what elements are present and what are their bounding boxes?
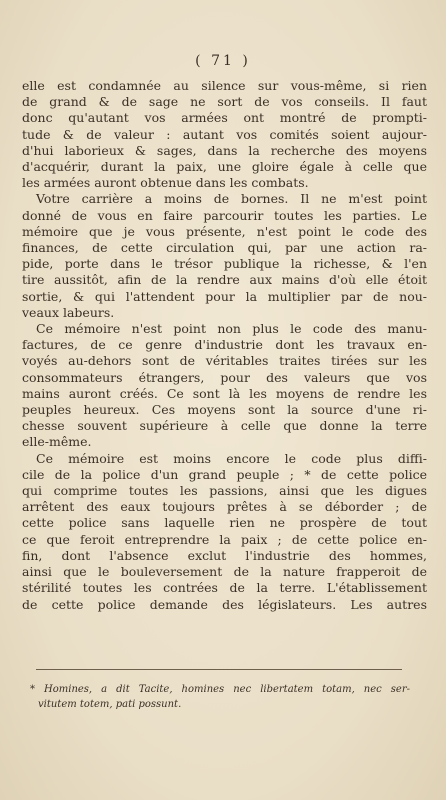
text-line: ainsi que le bouleversement de la nature frapperoit de	[22, 564, 427, 580]
text-line: mains auront créés. Ce sont là les moyens de rendre les	[22, 385, 427, 401]
text-line: ce que feroit entreprendre la paix ; de cette police en-	[22, 531, 427, 547]
footnote-divider	[36, 669, 402, 670]
text-line: cette police sans laquelle rien ne prospère de tout	[22, 515, 427, 531]
text-line: qui comprime toutes les passions, ainsi que les digues	[22, 483, 427, 499]
text-line: cile de la police d'un grand peuple ; * de cette police	[22, 466, 427, 482]
text-line: de cette police demande des législateurs. Les autres	[22, 596, 427, 612]
text-line: d'hui laborieux & sages, dans la recherche des moyens	[22, 142, 427, 158]
text-line: stérilité toutes les contrées de la terre. L'établissement	[22, 580, 427, 596]
text-line: chesse souvent supérieure à celle que donne la terre	[22, 418, 427, 434]
text-line: factures, de ce genre d'industrie dont les travaux en-	[22, 337, 427, 353]
text-line: donc qu'autant vos armées ont montré de prompti-	[22, 110, 427, 126]
text-line: veaux labeurs.	[22, 304, 115, 320]
text-line: de grand & de sage ne sort de vos conseils. Il faut	[22, 94, 427, 110]
text-line: tire aussitôt, afin de la rendre aux mains d'où elle étoit	[22, 272, 427, 288]
text-line: elle-même.	[22, 434, 92, 450]
text-line: peuples heureux. Ces moyens sont la source d'une ri-	[22, 402, 427, 418]
text-line: d'acquérir, durant la paix, une gloire égale à celle que	[22, 159, 427, 175]
paragraph-start-line: Ce mémoire n'est point non plus le code des manu-	[36, 321, 427, 337]
text-line: arrêtent des eaux toujours prêtes à se déborder ; de	[22, 499, 427, 515]
text-line: tude & de valeur : autant vos comités soient aujour-	[22, 126, 427, 142]
footnote	[30, 682, 410, 712]
text-line: fin, dont l'absence exclut l'industrie des hommes,	[22, 547, 427, 563]
text-line: mémoire que je vous présente, n'est point le code des	[22, 223, 427, 239]
page-number: ( 71 )	[195, 53, 251, 69]
paragraph-start-line: Ce mémoire est moins encore le code plus diffi-	[36, 450, 427, 466]
text-line: donné de vous en faire parcourir toutes les parties. Le	[22, 207, 427, 223]
main-text	[22, 78, 427, 613]
text-line: les armées auront obtenue dans les combats.	[22, 175, 309, 191]
text-line: sortie, & qui l'attendent pour la multiplier par de nou-	[22, 288, 427, 304]
footnote-line: vitutem totem, pati possunt.	[38, 699, 182, 710]
text-line: finances, de cette circulation qui, par une action ra-	[22, 240, 427, 256]
text-line: voyés au-dehors sont de véritables traites tirées sur les	[22, 353, 427, 369]
text-line: elle est condamnée au silence sur vous-même, si rien	[22, 78, 427, 93]
text-line: consommateurs étrangers, pour des valeurs que vos	[22, 369, 427, 385]
paragraph-start-line: Votre carrière a moins de bornes. Il ne m'est point	[36, 191, 427, 207]
footnote-line: * Homines, a dit Tacite, homines nec libertatem totam, nec ser-	[30, 684, 410, 695]
text-line: pide, porte dans le trésor publique la richesse, & l'en	[22, 256, 427, 272]
